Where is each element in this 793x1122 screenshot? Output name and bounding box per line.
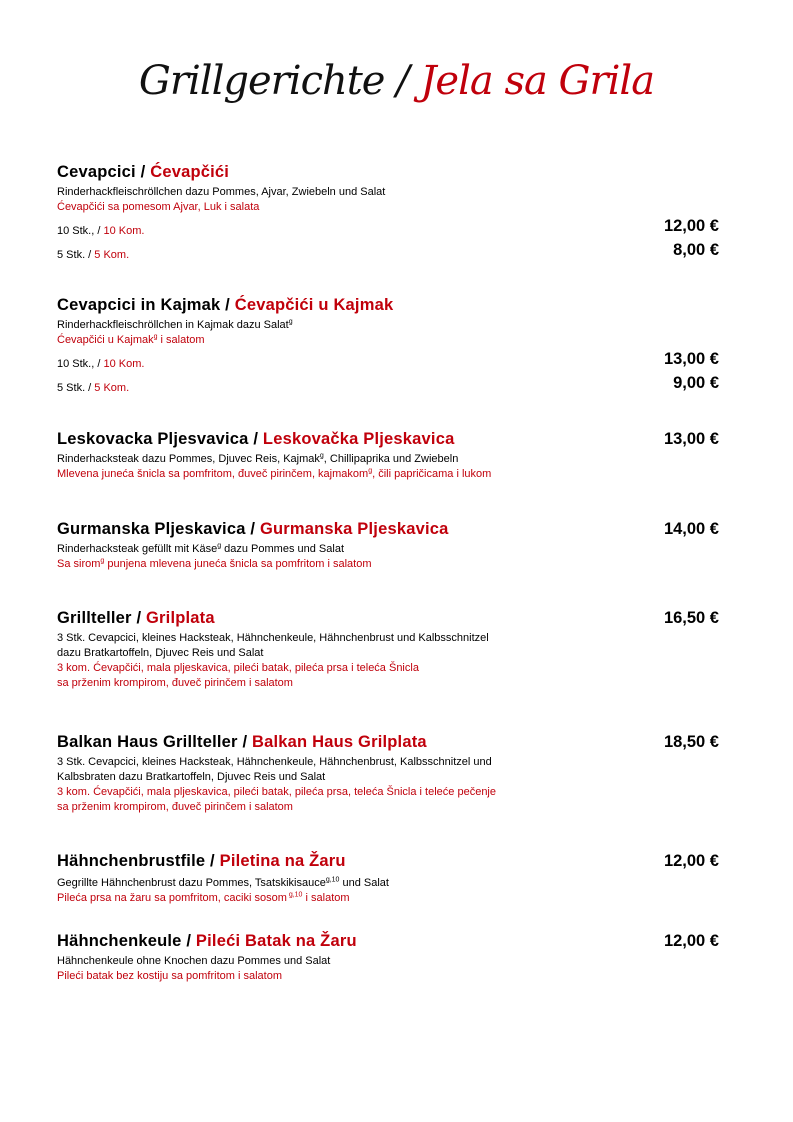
variant-price: 8,00 € bbox=[673, 241, 719, 259]
variant-row bbox=[57, 241, 719, 265]
item-description-bs: Mlevena juneća šnicla sa pomfritom, đuveč pirinčem, kajmakom$^g$, čili papričicama i lukom bbox=[57, 467, 492, 480]
variant-label: 10 Stk., / 10 Kom. bbox=[57, 225, 145, 237]
item-description-de: 3 Stk. Cevapcici, kleines Hacksteak, Hähnchenkeule, Hähnchenbrust, Kalbsschnitzel und bbox=[57, 756, 492, 768]
variant-price: 13,00 € bbox=[663, 350, 719, 368]
menu-item-grillteller bbox=[57, 609, 719, 691]
item-name: Hähnchenbrustfile / Piletina na Žaru bbox=[57, 852, 346, 870]
item-price: 14,00 € bbox=[663, 520, 719, 538]
item-description-bs: Ćevapčići sa pomesom Ajvar, Luk i salata bbox=[57, 201, 260, 213]
item-description-de: Kalbsbraten dazu Bratkartoffeln, Djuvec Reis und Salat bbox=[57, 771, 326, 783]
menu-item-leskovacka bbox=[57, 430, 719, 482]
title-separator: / bbox=[384, 58, 421, 104]
menu-item-gurmanska bbox=[57, 520, 719, 572]
menu-item-haehnchenkeule bbox=[57, 932, 719, 984]
item-price: 13,00 € bbox=[663, 430, 719, 448]
menu-item-cevapcici-kajmak bbox=[57, 296, 719, 398]
item-description-de: Gegrillte Hähnchenbrust dazu Pommes, Tsatskikisauce$^{g,10}$ und Salat bbox=[57, 876, 389, 889]
item-price: 12,00 € bbox=[663, 932, 719, 950]
item-description-bs: Pileća prsa na žaru sa pomfritom, caciki sosom $^{g,10}$ i salatom bbox=[57, 891, 350, 904]
item-price: 16,50 € bbox=[663, 609, 719, 627]
item-description-bs: Pileći batak bez kostiju sa pomfritom i salatom bbox=[57, 970, 282, 982]
item-price: 12,00 € bbox=[663, 852, 719, 870]
item-description-bs: Ćevapčići u Kajmak$^g$ i salatom bbox=[57, 333, 205, 346]
item-name: Balkan Haus Grillteller / Balkan Haus Grilplata bbox=[57, 733, 427, 751]
item-description-bs: 3 kom. Ćevapčići, mala pljeskavica, pileći batak, pileća prsa i teleća Šnicla bbox=[57, 662, 419, 674]
variant-label: 10 Stk., / 10 Kom. bbox=[57, 358, 145, 370]
item-description-de: Rinderhacksteak dazu Pommes, Djuvec Reis, Kajmak$^g$, Chillipaprika und Zwiebeln bbox=[57, 452, 459, 465]
item-price: 18,50 € bbox=[663, 733, 719, 751]
variant-price: 9,00 € bbox=[673, 374, 719, 392]
item-description-bs: Sa sirom$^g$ punjena mlevena juneća šnicla sa pomfritom i salatom bbox=[57, 557, 372, 570]
title-bosnian: Jela sa Grila bbox=[420, 58, 655, 104]
menu-item-balkan-haus bbox=[57, 733, 719, 815]
item-name: Cevapcici in Kajmak / Ćevapčići u Kajmak bbox=[57, 296, 394, 314]
item-name: Grillteller / Grilplata bbox=[57, 609, 215, 627]
item-description-de: Rinderhackfleischröllchen in Kajmak dazu Salat$^g$ bbox=[57, 318, 293, 331]
page-title bbox=[0, 58, 793, 104]
menu-item-cevapcici bbox=[57, 163, 719, 265]
variant-price: 12,00 € bbox=[663, 217, 719, 235]
menu-item-haehnchenbrust bbox=[57, 852, 719, 906]
title-german: Grillgerichte bbox=[138, 58, 385, 104]
item-description-bs: sa prženim krompirom, đuveč pirinčem i salatom bbox=[57, 677, 293, 689]
item-name: Gurmanska Pljeskavica / Gurmanska Pljeskavica bbox=[57, 520, 449, 538]
item-description-de: Hähnchenkeule ohne Knochen dazu Pommes und Salat bbox=[57, 955, 331, 967]
item-name: Cevapcici / Ćevapčići bbox=[57, 163, 230, 181]
variant-row bbox=[57, 217, 719, 241]
variant-row bbox=[57, 350, 719, 374]
variant-label: 5 Stk. / 5 Kom. bbox=[57, 249, 130, 261]
item-description-bs: 3 kom. Ćevapčići, mala pljeskavica, pileći batak, pileća prsa, teleća Šnicla i teleće pečenje bbox=[57, 786, 496, 798]
item-description-de: Rinderhacksteak gefüllt mit Käse$^g$ dazu Pommes und Salat bbox=[57, 542, 344, 555]
item-description-de: 3 Stk. Cevapcici, kleines Hacksteak, Hähnchenkeule, Hähnchenbrust und Kalbsschnitzel bbox=[57, 632, 489, 644]
item-name: Leskovacka Pljesvavica / Leskovačka Pljeskavica bbox=[57, 430, 455, 448]
variant-label: 5 Stk. / 5 Kom. bbox=[57, 382, 130, 394]
variant-row bbox=[57, 374, 719, 398]
item-description-de: Rinderhackfleischröllchen dazu Pommes, Ajvar, Zwiebeln und Salat bbox=[57, 186, 386, 198]
item-description-bs: sa prženim krompirom, đuveč pirinčem i salatom bbox=[57, 801, 293, 813]
item-name: Hähnchenkeule / Pileći Batak na Žaru bbox=[57, 932, 357, 950]
item-description-de: dazu Bratkartoffeln, Djuvec Reis und Salat bbox=[57, 647, 264, 659]
